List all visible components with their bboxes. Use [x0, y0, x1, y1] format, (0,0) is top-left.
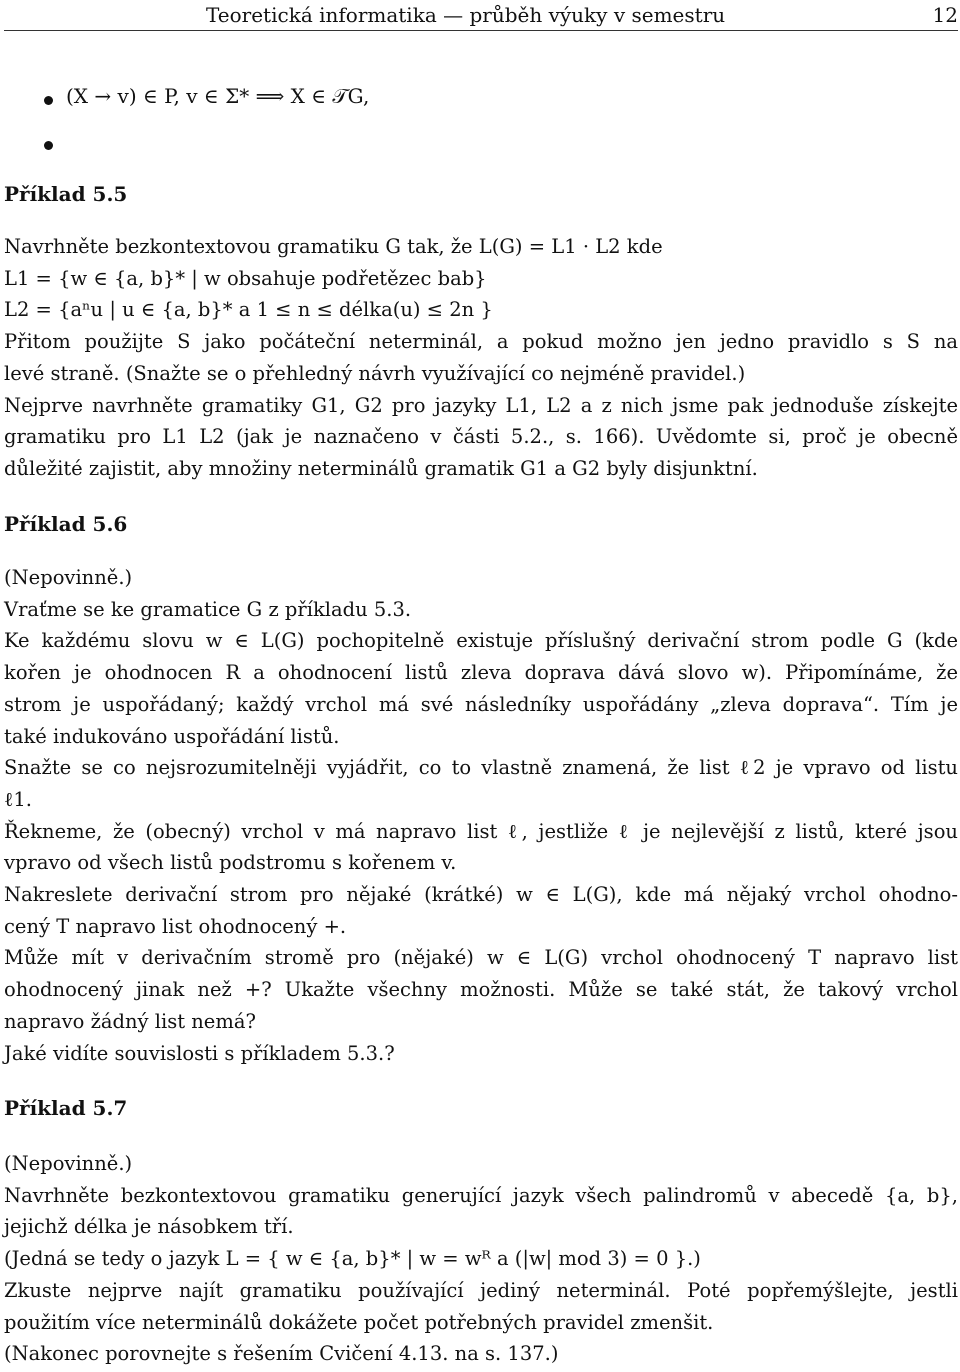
text-line: ohodnocený jinak než +? Ukažte všechny možnosti. Může se také stát, že takový vrchol: [4, 978, 958, 1002]
bullet-icon: [44, 96, 53, 105]
text-line: Snažte se co nejsrozumitelněji vyjádřit, co to vlastně znamená, že list ℓ2 je vpravo od listu: [4, 756, 958, 780]
running-header: [4, 0, 958, 31]
text-line: kořen je ohodnocen R a ohodnocení listů zleva doprava dává slovo w). Připomínáme, že: [4, 661, 958, 685]
text-line: L1 = {w ∈ {a, b}* | w obsahuje podřetězec bab}: [4, 266, 487, 290]
example-5-6-body: [4, 562, 958, 1069]
text-line: cený T napravo list ohodnocený +.: [4, 914, 347, 938]
text-line: jejichž délka je násobkem tří.: [4, 1215, 294, 1239]
header-title: Teoretická informatika — průběh výuky v semestru: [206, 3, 726, 27]
text-line: Vraťme se ke gramatice G z příkladu 5.3.: [4, 597, 412, 621]
text-line: Nejprve navrhněte gramatiky G1, G2 pro jazyky L1, L2 a z nich jsme pak jednoduše získejte: [4, 393, 958, 417]
bullet-item: (X → v) ∈ P, v ∈ Σ* ⟹ X ∈ 𝒯G,: [66, 84, 370, 108]
text-line: L2 = {aⁿu | u ∈ {a, b}* a 1 ≤ n ≤ délka(u) ≤ 2n }: [4, 298, 493, 322]
bullet-icon: [44, 141, 53, 150]
example-heading: Příklad 5.7: [4, 1096, 128, 1120]
text-line: Zkuste nejprve najít gramatiku používající jediný neterminál. Poté popřemýšlejte, jestli: [4, 1278, 958, 1302]
text-line: Navrhněte bezkontextovou gramatiku G tak, že L(G) = L1 · L2 kde: [4, 235, 663, 258]
text-line: Řekneme, že (obecný) vrchol v má napravo list ℓ, jestliže ℓ je nejlevější z listů, které jsou: [4, 819, 958, 843]
text-line: (Nepovinně.): [4, 1152, 133, 1175]
text-line: Ke každému slovu w ∈ L(G) pochopitelně existuje příslušný derivační strom podle G (kde: [4, 629, 958, 653]
text-line: důležité zajistit, aby množiny neterminálů gramatik G1 a G2 byly disjunktní.: [4, 456, 758, 480]
example-5-7-body: [4, 1148, 958, 1370]
text-line: Přitom použijte S jako počáteční neterminál, a pokud možno jen jedno pravidlo s S na: [4, 330, 958, 354]
text-line: gramatiku pro L1 L2 (jak je naznačeno v části 5.2., s. 166). Uvědomte si, proč je obecně: [4, 425, 958, 449]
page-number: 12: [932, 3, 958, 27]
example-5-5-body: [4, 231, 958, 485]
text-line: (Nakonec porovnejte s řešením Cvičení 4.13. na s. 137.): [4, 1342, 559, 1366]
example-heading: Příklad 5.5: [4, 182, 128, 206]
text-line: (Nepovinně.): [4, 566, 133, 589]
text-line: Jaké vidíte souvislosti s příkladem 5.3.?: [4, 1041, 395, 1065]
text-line: Může mít v derivačním stromě pro (nějaké) w ∈ L(G) vrchol ohodnocený T napravo list: [4, 946, 958, 970]
text-line: vpravo od všech listů podstromu s kořenem v.: [4, 851, 457, 875]
text-line: Nakreslete derivační strom pro nějaké (krátké) w ∈ L(G), kde má nějaký vrchol ohodno-: [4, 883, 958, 907]
text-line: také indukováno uspořádání listů.: [4, 724, 340, 748]
text-line: napravo žádný list nemá?: [4, 1009, 256, 1033]
text-line: Navrhněte bezkontextovou gramatiku generující jazyk všech palindromů v abecedě {a, b},: [4, 1183, 958, 1207]
text-line: (Jedná se tedy o jazyk L = { w ∈ {a, b}* | w = wᴿ a (|w| mod 3) = 0 }.): [4, 1247, 701, 1271]
text-line: ℓ1.: [4, 787, 32, 811]
text-line: použitím více neterminálů dokážete počet potřebných pravidel zmenšit.: [4, 1310, 714, 1334]
example-heading: Příklad 5.6: [4, 512, 128, 536]
text-line: levé straně. (Snažte se o přehledný návrh využívající co nejméně pravidel.): [4, 361, 746, 385]
text-line: strom je uspořádaný; každý vrchol má své následníky uspořádány „zleva doprava“. Tím je: [4, 692, 958, 716]
